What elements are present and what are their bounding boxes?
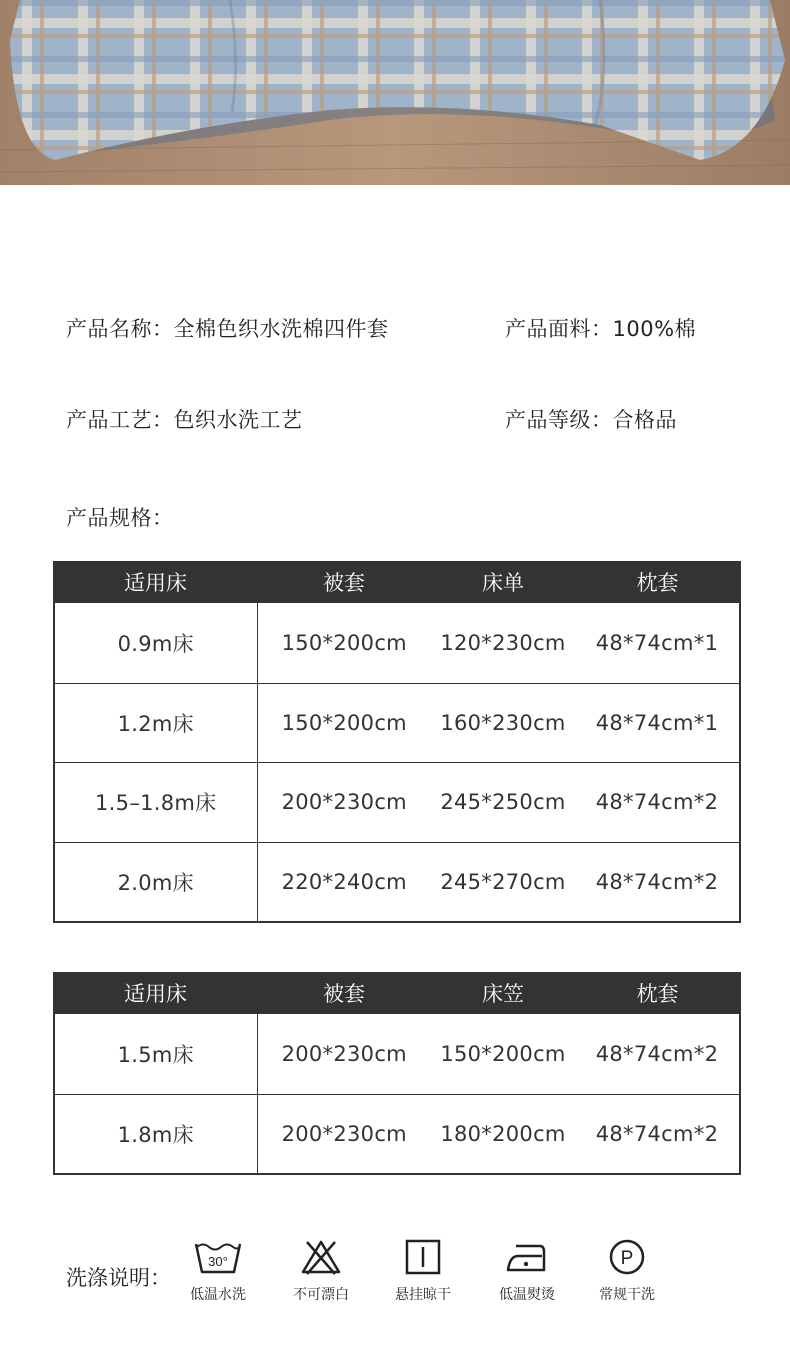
care-item-no-bleach bbox=[276, 1238, 366, 1304]
dry-clean-p-icon bbox=[607, 1238, 647, 1276]
cell-duvet: 200*230cm bbox=[257, 1094, 431, 1174]
care-item-hang-dry bbox=[378, 1238, 468, 1304]
product-grade: 产品等级：合格品 bbox=[505, 408, 677, 432]
wash-30-icon bbox=[193, 1238, 243, 1276]
cell-duvet: 150*200cm bbox=[257, 602, 431, 683]
no-bleach-icon bbox=[299, 1238, 343, 1276]
cell-pillowcase: 48*74cm*2 bbox=[575, 762, 740, 842]
header-duvet: 被套 bbox=[257, 973, 431, 1013]
cell-sheet: 245*250cm bbox=[431, 762, 575, 842]
cell-bed: 1.5m床 bbox=[54, 1013, 257, 1094]
header-sheet: 床单 bbox=[431, 562, 575, 602]
header-bed: 适用床 bbox=[54, 973, 257, 1013]
wash-temp-text: 30° bbox=[208, 1254, 228, 1269]
header-pillowcase: 枕套 bbox=[575, 562, 740, 602]
header-fitted-sheet: 床笠 bbox=[431, 973, 575, 1013]
cell-bed: 1.8m床 bbox=[54, 1094, 257, 1174]
cell-fitted-sheet: 150*200cm bbox=[431, 1013, 575, 1094]
cell-pillowcase: 48*74cm*1 bbox=[575, 683, 740, 762]
spec-table-2 bbox=[53, 972, 741, 1175]
product-fabric: 产品面料：100%棉 bbox=[505, 317, 697, 341]
table-row bbox=[54, 842, 740, 922]
table-row bbox=[54, 1013, 740, 1094]
cell-pillowcase: 48*74cm*2 bbox=[575, 1094, 740, 1174]
cell-bed: 1.2m床 bbox=[54, 683, 257, 762]
table-header-row bbox=[54, 562, 740, 602]
header-duvet: 被套 bbox=[257, 562, 431, 602]
table-row bbox=[54, 683, 740, 762]
cell-duvet: 220*240cm bbox=[257, 842, 431, 922]
care-text-low-iron: 低温熨烫 bbox=[499, 1287, 555, 1303]
table-row bbox=[54, 762, 740, 842]
cell-bed: 2.0m床 bbox=[54, 842, 257, 922]
care-label: 洗涤说明： bbox=[66, 1266, 171, 1290]
product-spec-label: 产品规格： bbox=[66, 506, 174, 530]
cell-pillowcase: 48*74cm*2 bbox=[575, 842, 740, 922]
low-iron-icon bbox=[504, 1238, 550, 1276]
cell-bed: 1.5–1.8m床 bbox=[54, 762, 257, 842]
care-text-hang-dry: 悬挂晾干 bbox=[395, 1287, 451, 1303]
table-row bbox=[54, 1094, 740, 1174]
cell-pillowcase: 48*74cm*1 bbox=[575, 602, 740, 683]
table-header-row bbox=[54, 973, 740, 1013]
product-photo bbox=[0, 0, 790, 185]
product-name: 产品名称：全棉色织水洗棉四件套 bbox=[66, 317, 389, 341]
cell-sheet: 245*270cm bbox=[431, 842, 575, 922]
care-item-dry-clean bbox=[582, 1238, 672, 1304]
spec-table-1 bbox=[53, 561, 741, 923]
care-item-wash bbox=[173, 1238, 263, 1304]
cell-sheet: 160*230cm bbox=[431, 683, 575, 762]
care-text-wash: 低温水洗 bbox=[190, 1287, 246, 1303]
dry-clean-letter: P bbox=[620, 1248, 634, 1269]
care-item-low-iron bbox=[482, 1238, 572, 1304]
product-craft: 产品工艺：色织水洗工艺 bbox=[66, 408, 303, 432]
table-row bbox=[54, 602, 740, 683]
cell-sheet: 120*230cm bbox=[431, 602, 575, 683]
hang-dry-icon bbox=[404, 1238, 442, 1276]
cell-bed: 0.9m床 bbox=[54, 602, 257, 683]
care-text-no-bleach: 不可漂白 bbox=[293, 1287, 349, 1303]
cell-duvet: 200*230cm bbox=[257, 1013, 431, 1094]
header-bed: 适用床 bbox=[54, 562, 257, 602]
cell-duvet: 150*200cm bbox=[257, 683, 431, 762]
care-text-dry-clean: 常规干洗 bbox=[599, 1287, 655, 1303]
cell-fitted-sheet: 180*200cm bbox=[431, 1094, 575, 1174]
cell-duvet: 200*230cm bbox=[257, 762, 431, 842]
cell-pillowcase: 48*74cm*2 bbox=[575, 1013, 740, 1094]
header-pillowcase: 枕套 bbox=[575, 973, 740, 1013]
